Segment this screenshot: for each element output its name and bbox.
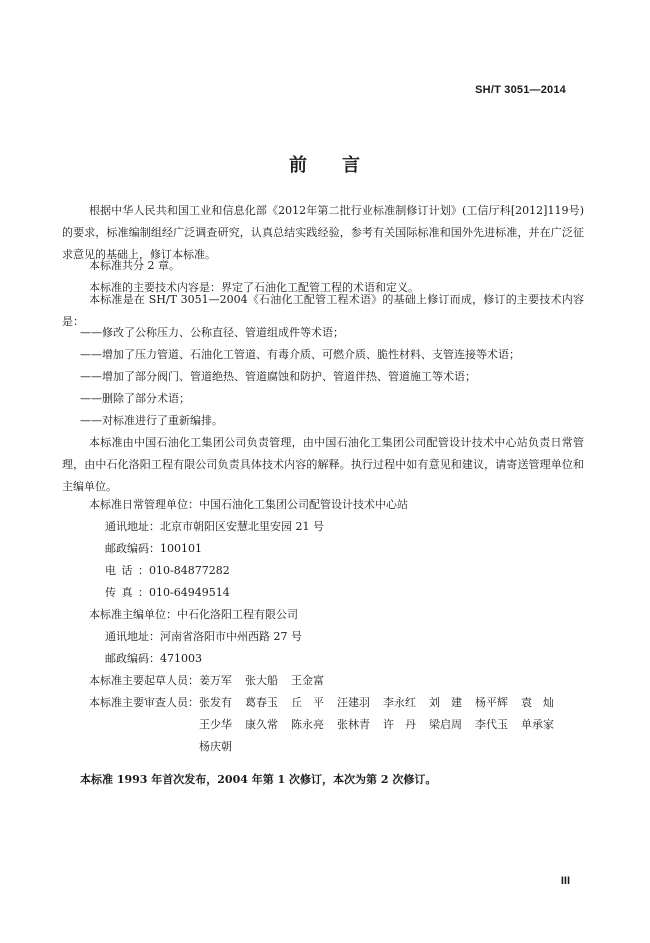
daily-address-line <box>105 519 324 534</box>
chief-postcode-line <box>105 651 202 666</box>
title-char-2: 言 <box>342 155 361 176</box>
drafters-label: 本标准主要起草人员： <box>89 674 199 687</box>
drafter-name: 张大船 <box>245 674 278 687</box>
chief-address-value: 河南省洛阳市中州西路 27 号 <box>160 630 302 643</box>
reviewer-name: 王少华 <box>199 718 232 731</box>
reviewer-name: 杨庆朝 <box>199 740 232 753</box>
reviewer-name: 许 丹 <box>383 718 416 731</box>
management-paragraph: 本标准由中国石油化工集团公司负责管理，由中国石油化工集团公司配管设计技术中心站负责日常管理，由中石化洛阳工程有限公司负责具体技术内容的解释。执行过程中如有意见和建议，请寄送管理单位和主编单位。 <box>62 436 584 493</box>
daily-postcode-value: 100101 <box>160 542 202 555</box>
title-char-1: 前 <box>289 155 308 176</box>
chief-unit-name: 中石化洛阳工程有限公司 <box>177 608 298 621</box>
chief-address-line <box>105 629 302 644</box>
drafter-name: 姜万军 <box>199 674 232 687</box>
daily-unit-line <box>89 497 408 512</box>
page-title <box>0 151 650 177</box>
daily-postcode-line <box>105 541 202 556</box>
page-number: III <box>560 875 570 887</box>
daily-phone-label: 电话： <box>105 564 149 577</box>
reviewer-name: 李永红 <box>383 696 416 709</box>
chief-address-label: 通讯地址： <box>105 630 160 643</box>
reviewer-name: 单承家 <box>521 718 554 731</box>
daily-postcode-label: 邮政编码： <box>105 542 160 555</box>
chief-postcode-label: 邮政编码： <box>105 652 160 665</box>
chief-unit-line <box>89 607 298 622</box>
revision-item: ——增加了部分阀门、管道绝热、管道腐蚀和防护、管道伴热、管道施工等术语； <box>80 370 476 383</box>
chapters-line: 本标准共分 2 章。 <box>89 259 180 272</box>
daily-phone-line <box>105 563 230 578</box>
chief-postcode-value: 471003 <box>160 652 202 665</box>
history-line: 本标准 1993 年首次发布，2004 年第 1 次修订，本次为第 2 次修订。 <box>80 773 437 786</box>
intro-paragraph: 根据中华人民共和国工业和信息化部《2012年第二批行业标准制修订计划》(工信厅科[2012]119号)的要求，标准编制组经广泛调查研究，认真总结实践经验，参考有关国际标准和国外先进标准，并在广泛征求意见的基础上，修订本标准。 <box>62 204 584 261</box>
reviewer-name: 李代玉 <box>475 718 508 731</box>
reviewer-name: 杨平辉 <box>475 696 508 709</box>
drafter-name: 王金富 <box>291 674 324 687</box>
reviewer-name: 康久常 <box>245 718 278 731</box>
daily-address-label: 通讯地址： <box>105 520 160 533</box>
reviewers-row-3 <box>199 739 245 754</box>
reviewers-label: 本标准主要审查人员： <box>89 696 199 709</box>
reviewer-name: 葛春玉 <box>245 696 278 709</box>
reviewer-name: 刘 建 <box>429 696 462 709</box>
reviewer-name: 丘 平 <box>291 696 324 709</box>
revision-item: ——修改了公称压力、公称直径、管道组成件等术语； <box>80 326 344 339</box>
reviewer-name: 张林青 <box>337 718 370 731</box>
reviewers-row-2 <box>199 717 567 732</box>
revision-item: ——删除了部分术语； <box>80 392 190 405</box>
daily-unit-name: 中国石油化工集团公司配管设计技术中心站 <box>199 498 408 511</box>
reviewer-name: 袁 灿 <box>521 696 554 709</box>
revision-intro-paragraph: 本标准是在 SH/T 3051—2004《石油化工配管工程术语》的基础上修订而成，修订的主要技术内容是： <box>62 293 584 328</box>
daily-fax-value: 010-64949514 <box>149 586 230 599</box>
reviewer-name: 陈永亮 <box>291 718 324 731</box>
daily-address-value: 北京市朝阳区安慧北里安园 21 号 <box>160 520 324 533</box>
document-code: SH/T 3051—2014 <box>475 84 566 96</box>
daily-unit-label: 本标准日常管理单位： <box>89 498 199 511</box>
daily-fax-line <box>105 585 230 600</box>
reviewer-name: 汪建羽 <box>337 696 370 709</box>
reviewer-name: 梁启周 <box>429 718 462 731</box>
drafters-names <box>199 673 337 688</box>
reviewers-row-1 <box>199 695 567 710</box>
reviewer-name: 张发有 <box>199 696 232 709</box>
daily-phone-value: 010-84877282 <box>149 564 230 577</box>
daily-fax-label: 传真： <box>105 586 149 599</box>
chief-unit-label: 本标准主编单位： <box>89 608 177 621</box>
main-content-line: 本标准的主要技术内容是：界定了石油化工配管工程的术语和定义。 <box>89 281 419 294</box>
revision-item: ——对标准进行了重新编排。 <box>80 414 223 427</box>
revision-item: ——增加了压力管道、石油化工管道、有毒介质、可燃介质、脆性材料、支管连接等术语； <box>80 348 520 361</box>
